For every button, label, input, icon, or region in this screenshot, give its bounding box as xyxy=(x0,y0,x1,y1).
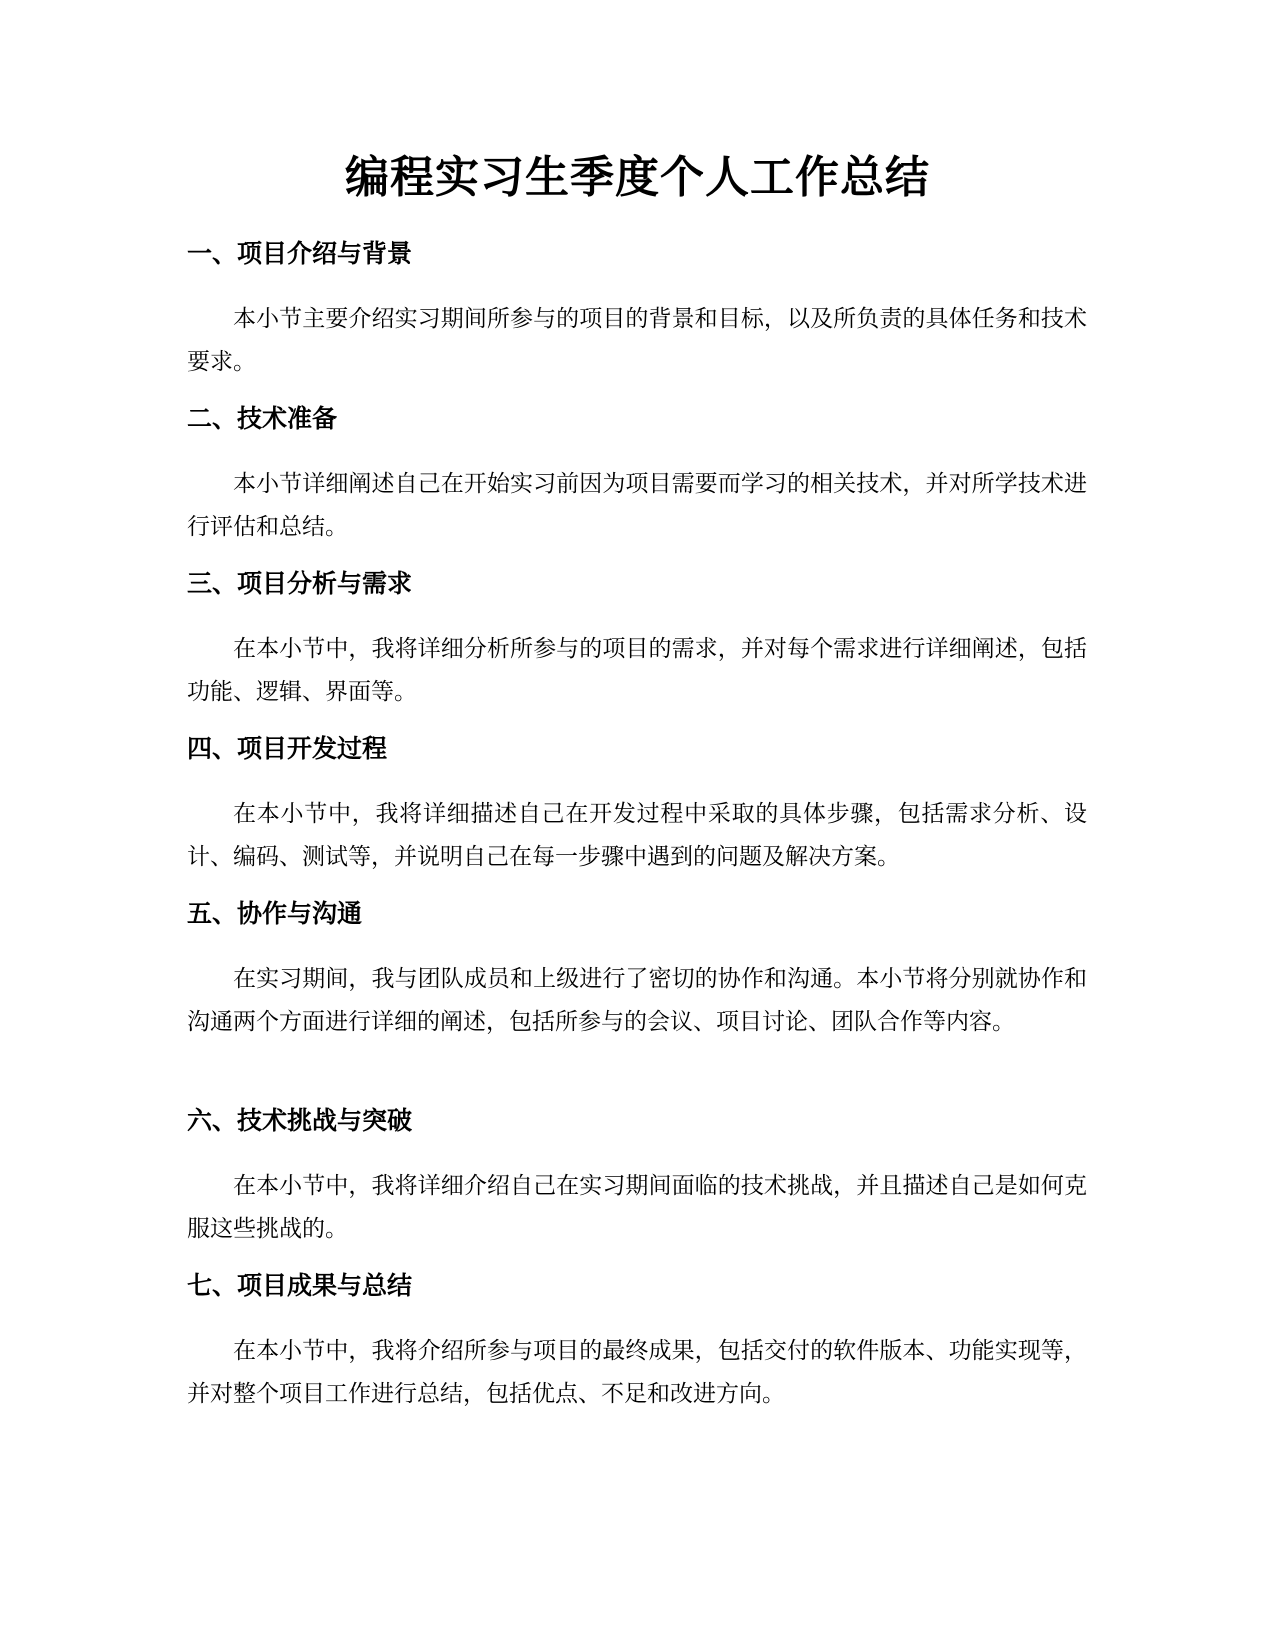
section-body: 在本小节中，我将详细分析所参与的项目的需求，并对每个需求进行详细阐述，包括功能、逻辑、界面等。 xyxy=(187,636,1087,705)
section-project-intro xyxy=(187,236,1087,384)
section-collaboration xyxy=(187,896,1087,1044)
section-body: 在本小节中，我将详细描述自己在开发过程中采取的具体步骤，包括需求分析、设计、编码、测试等，并说明自己在每一步骤中遇到的问题及解决方案。 xyxy=(187,801,1087,870)
section-analysis xyxy=(187,566,1087,714)
section-heading: 七、项目成果与总结 xyxy=(187,1271,413,1300)
document-title: 编程实习生季度个人工作总结 xyxy=(345,152,930,203)
section-tech-prep xyxy=(187,401,1087,549)
section-heading: 一、项目介绍与背景 xyxy=(187,239,413,268)
section-body: 本小节详细阐述自己在开始实习前因为项目需要而学习的相关技术，并对所学技术进行评估和总结。 xyxy=(187,471,1087,540)
section-dev-process xyxy=(187,731,1087,879)
section-heading: 四、项目开发过程 xyxy=(187,734,388,763)
section-body: 在实习期间，我与团队成员和上级进行了密切的协作和沟通。本小节将分别就协作和沟通两个方面进行详细的阐述，包括所参与的会议、项目讨论、团队合作等内容。 xyxy=(187,966,1087,1035)
section-body: 在本小节中，我将详细介绍自己在实习期间面临的技术挑战，并且描述自己是如何克服这些挑战的。 xyxy=(187,1173,1087,1242)
section-heading: 二、技术准备 xyxy=(187,404,338,433)
section-results xyxy=(187,1268,1087,1416)
section-body: 本小节主要介绍实习期间所参与的项目的背景和目标，以及所负责的具体任务和技术要求。 xyxy=(187,306,1087,375)
section-heading: 六、技术挑战与突破 xyxy=(187,1106,413,1135)
section-challenges xyxy=(187,1103,1087,1251)
section-heading: 五、协作与沟通 xyxy=(187,899,363,928)
section-body: 在本小节中，我将介绍所参与项目的最终成果，包括交付的软件版本、功能实现等，并对整个项目工作进行总结，包括优点、不足和改进方向。 xyxy=(187,1338,1087,1407)
section-heading: 三、项目分析与需求 xyxy=(187,569,413,598)
